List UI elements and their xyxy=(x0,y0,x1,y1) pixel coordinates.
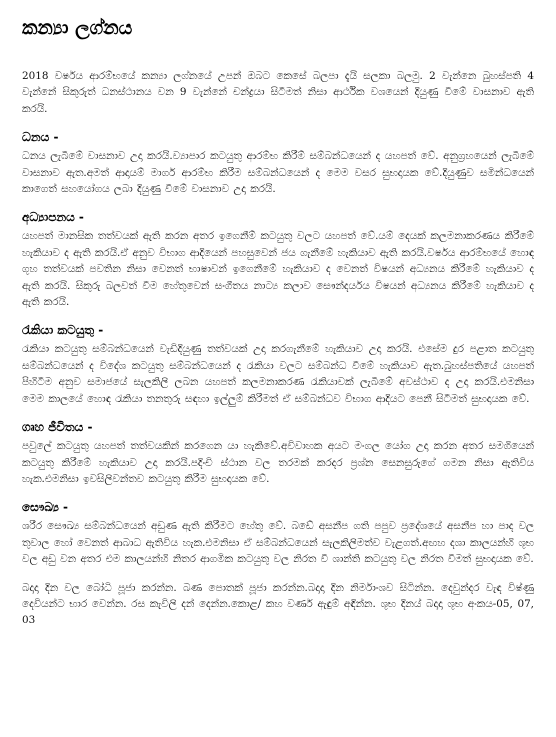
section-heading: ගෘහ ජීවිතය - xyxy=(22,420,93,435)
page-title: කන්‍යා ලග්නය xyxy=(22,17,133,39)
section-heading: අධ්‍යාපනය - xyxy=(22,210,84,225)
section-paragraph: ධනය ලැබීමේ වාසනාව උදා කරයි.ව්‍යාපාර කටයුතු ආරම්භ කිරීම් සම්බන්ධයෙන් ද යහපත් වේ. අනුග්‍රහයෙන් ලැබීමේ වාසනාව ඇත.අමත් ආදායම් මාර්ග ආරම්භ කිරීම සම්බන්ධයෙන් ද මෙම වසර සුභදායක වේ.දියුණුව සමින්ධයෙන් කාගෙත් සහයෝගය ලබා දියුණු වීමේ වාසනාව උදා කරයි. xyxy=(22,150,534,196)
intro-paragraph: 2018 වර්ෂය ආරම්භයේ කන්‍යා ලග්නයේ උපන් ඔබට කෙසේ බලපා දැයි සලකා බලමු. 2 වැන්නෙ බුහස්පති 4 වැන්නේ සිකුරුත් ධනස්ථානය වන 9 වැන්නේ චන්ද්‍රයා සිටීමත් නිසා ආර්ථික වශයෙන් දියුණු වීමේ වාසනාව ඇති කරයි. xyxy=(22,70,534,115)
section-wealth xyxy=(22,129,534,197)
section-health xyxy=(22,499,534,567)
closing-paragraph: බදාදා දින වල බෝධි පූජා කරන්න. බණ පොතක් පූජා කරන්න.බදාදා දින නිර්මාංශව සිටින්න. දෙවුන්දර වැඳ විෂ්ණු දෙවියන්ට භාර වෙන්න. රස කැවිලි දන් දෙන්න.කොළ/ කහ වර්ණ ඇඳුම් අඳින්න. ශුභ දිනය් බදාදා ශුභ අංකය-05, 07, 03 xyxy=(22,581,534,627)
section-paragraph: යහපත් මානසික තත්වයක් ඇති කරන අතර ඉගෙනීම් කටයුතු වලට යහපත් වේ.යම් දෙයක් කලමනාකරණය කිරීමේ හැකියාව ද ඇති කරයි.ඒ අනුව විභාග ආදියෙන් පහසුවෙන් ජය ගැනීමේ හැකියාව ඇති කරයි.වර්ෂය ආරම්භයේ හොඳ ගුහ තත්වයක් පවතින නිසා වෙනත් භාෂාවන් ඉගෙනීමේ හැකියාව ද වෙනත් විෂයන් අධ්‍යනය කිරීමේ හැකියාව ද ඇති කරයි. සිකුරු බලවත් වීම හේතුවෙන් සංගීතය නාට්‍ය කලාව සෞන්දර්යය විෂයන් අධ්‍යනය කිරීමේ හැකියාව ද ඇති කරයි. xyxy=(22,230,534,309)
section-paragraph: ශරීර සෞඛ්‍ය සම්බන්ධයෙන් අඩුණ ඇති කිරීමට හේතු වේ. බඩේ අසනීප ගති පපුව ප්‍රදේශයේ අසනීප හා පාද වල තුවාල හෝ වෙනත් ආබාධ ඇතිවිය හැක.එමනිසා ඒ සම්බන්ධයෙන් සැලකිලිමත්ව වැළගත්.අඟහ දශා කාලයන්හි ශුභ වල අඩු වන අතර එම කාලයන්හි නිතර ආගමික කටයුතු වල නිරත වී ශාන්ති කටයුතු වල නිරත වීමත් සුභදායක වේ. xyxy=(22,520,534,566)
section-education xyxy=(22,209,534,310)
section-paragraph: පවුලේ කටයුතු යහපත් තත්වයකින් කරගෙන යා හැකිවේ.අවිවාහක අයට මංගල යෝග උදා කරන අතර සමගියෙන් කටයුතු කිරීමේ හැකියාව උදා කරයි.පදිංචි ස්ථාන වල තරමක් කරදර ප්‍රශ්න සෙනසුරුගේ ගමන නිසා ඇතිවිය හැක.එමනිසා ඉවසිලිවන්තව කටයුතු කිරීම සුභදායක වේ. xyxy=(22,440,534,485)
section-career xyxy=(22,322,534,407)
document-body xyxy=(22,68,534,629)
section-heading: සෞඛ්‍ය - xyxy=(22,500,69,515)
section-heading: ධනය - xyxy=(22,130,59,145)
section-paragraph: රැකියා කටයුතු සම්බන්ධයෙන් වැඩිදියුණු තත්වයක් උදා කරගැනීමේ හැකියාව උදා කරයි. එසේම දුර පළාත කටයුතු සම්බන්ධයෙන් ද විදේශ කටයුතු සම්බන්ධයෙන් ද රැකියා වලට සම්බන්ධ වීමේ හැකියාව ඇත.බුහස්පතියේ යහපත් පිහිටීම අනුව සමාජයේ සැලකිලි ලබන යහපත් කලමනාකරණ රැකියාවක් ලැබීමේ අවස්ථාව ද උදා කරයි.එමනිසා මෙම කාලයේ හොඳ රැකියා තනතුරු සඳහා ඉල්ලුම් කිරීමත් ඒ සම්බන්ධව විභාග ආදියට පෙනී සිටීමත් සුභදායක වේ. xyxy=(22,343,534,405)
section-heading: රැකියා කටයුතු - xyxy=(22,323,104,338)
section-family-life xyxy=(22,419,534,487)
